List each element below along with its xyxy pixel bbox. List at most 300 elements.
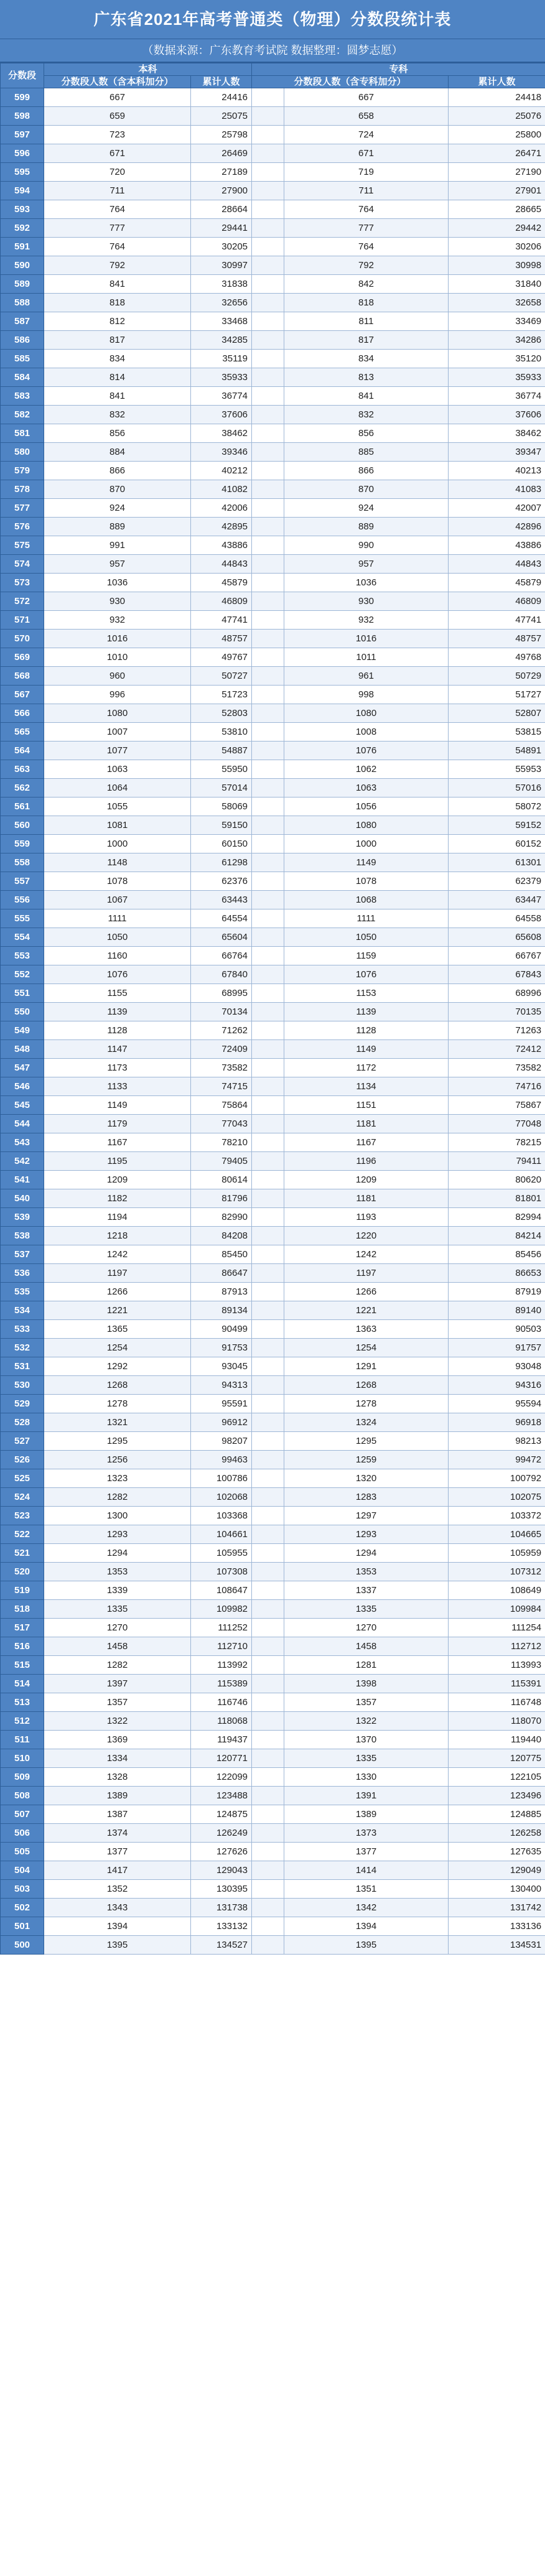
spacer-cell <box>252 1115 284 1133</box>
zhuanke-cumulative-cell: 32658 <box>449 294 545 312</box>
table-row <box>1 1040 545 1059</box>
zhuanke-count-cell: 764 <box>284 238 449 256</box>
spacer-cell <box>252 275 284 294</box>
table-row <box>1 331 545 350</box>
table-row <box>1 107 545 126</box>
table-row <box>1 480 545 499</box>
spacer-cell <box>252 312 284 331</box>
score-cell: 584 <box>1 368 44 387</box>
table-row <box>1 1283 545 1301</box>
zhuanke-cumulative-cell: 62379 <box>449 872 545 891</box>
score-cell: 503 <box>1 1880 44 1899</box>
spacer-cell <box>252 1395 284 1413</box>
spacer-cell <box>252 1357 284 1376</box>
zhuanke-count-cell: 711 <box>284 182 449 200</box>
header-group-benke: 本科 <box>44 63 252 76</box>
spacer-cell <box>252 704 284 723</box>
benke-count-cell: 884 <box>44 443 191 462</box>
zhuanke-cumulative-cell: 44843 <box>449 555 545 574</box>
score-cell: 533 <box>1 1320 44 1339</box>
zhuanke-cumulative-cell: 127635 <box>449 1843 545 1861</box>
score-cell: 519 <box>1 1581 44 1600</box>
table-row <box>1 1115 545 1133</box>
spacer-cell <box>252 965 284 984</box>
table-subtitle: （数据来源：广东教育考试院 数据整理：圆梦志愿） <box>0 39 545 63</box>
zhuanke-count-cell: 1134 <box>284 1077 449 1096</box>
benke-count-cell: 924 <box>44 499 191 518</box>
score-cell: 512 <box>1 1712 44 1731</box>
table-row <box>1 1264 545 1283</box>
zhuanke-count-cell: 1153 <box>284 984 449 1003</box>
benke-count-cell: 1000 <box>44 835 191 853</box>
benke-cumulative-cell: 29441 <box>191 219 252 238</box>
spacer-cell <box>252 238 284 256</box>
header-group-zhuanke: 专科 <box>252 63 545 76</box>
score-cell: 567 <box>1 686 44 704</box>
table-row <box>1 294 545 312</box>
table-row <box>1 1152 545 1171</box>
benke-count-cell: 1282 <box>44 1656 191 1675</box>
spacer-cell <box>252 1283 284 1301</box>
header-benke-count: 分数段人数（含本科加分） <box>44 76 191 88</box>
benke-count-cell: 1292 <box>44 1357 191 1376</box>
table-row <box>1 1525 545 1544</box>
benke-count-cell: 1322 <box>44 1712 191 1731</box>
score-cell: 558 <box>1 853 44 872</box>
benke-cumulative-cell: 27189 <box>191 163 252 182</box>
zhuanke-cumulative-cell: 46809 <box>449 592 545 611</box>
score-cell: 517 <box>1 1619 44 1637</box>
zhuanke-cumulative-cell: 79411 <box>449 1152 545 1171</box>
table-row <box>1 1899 545 1917</box>
zhuanke-count-cell: 1373 <box>284 1824 449 1843</box>
table-row <box>1 1208 545 1227</box>
score-cell: 551 <box>1 984 44 1003</box>
benke-cumulative-cell: 122099 <box>191 1768 252 1787</box>
benke-cumulative-cell: 53810 <box>191 723 252 742</box>
zhuanke-cumulative-cell: 105959 <box>449 1544 545 1563</box>
zhuanke-cumulative-cell: 61301 <box>449 853 545 872</box>
zhuanke-cumulative-cell: 73582 <box>449 1059 545 1077</box>
spacer-cell <box>252 1227 284 1245</box>
zhuanke-cumulative-cell: 45879 <box>449 574 545 592</box>
score-cell: 596 <box>1 144 44 163</box>
benke-count-cell: 991 <box>44 536 191 555</box>
spacer-cell <box>252 443 284 462</box>
benke-cumulative-cell: 118068 <box>191 1712 252 1731</box>
benke-count-cell: 1077 <box>44 742 191 760</box>
benke-count-cell: 671 <box>44 144 191 163</box>
zhuanke-cumulative-cell: 63447 <box>449 891 545 909</box>
zhuanke-cumulative-cell: 70135 <box>449 1003 545 1021</box>
table-row <box>1 797 545 816</box>
zhuanke-cumulative-cell: 49768 <box>449 648 545 667</box>
score-cell: 589 <box>1 275 44 294</box>
spacer-cell <box>252 1861 284 1880</box>
zhuanke-count-cell: 1080 <box>284 816 449 835</box>
benke-cumulative-cell: 120771 <box>191 1749 252 1768</box>
zhuanke-count-cell: 658 <box>284 107 449 126</box>
benke-cumulative-cell: 91753 <box>191 1339 252 1357</box>
table-row <box>1 275 545 294</box>
benke-count-cell: 1016 <box>44 630 191 648</box>
zhuanke-cumulative-cell: 75867 <box>449 1096 545 1115</box>
benke-cumulative-cell: 31838 <box>191 275 252 294</box>
spacer-cell <box>252 1936 284 1955</box>
zhuanke-count-cell: 1036 <box>284 574 449 592</box>
benke-cumulative-cell: 51723 <box>191 686 252 704</box>
score-cell: 557 <box>1 872 44 891</box>
benke-cumulative-cell: 134527 <box>191 1936 252 1955</box>
table-row <box>1 424 545 443</box>
benke-cumulative-cell: 131738 <box>191 1899 252 1917</box>
benke-cumulative-cell: 129043 <box>191 1861 252 1880</box>
table-row <box>1 1675 545 1693</box>
zhuanke-count-cell: 1181 <box>284 1189 449 1208</box>
score-cell: 553 <box>1 947 44 965</box>
table-body <box>1 88 545 1955</box>
spacer-cell <box>252 835 284 853</box>
score-cell: 590 <box>1 256 44 275</box>
zhuanke-cumulative-cell: 31840 <box>449 275 545 294</box>
table-row <box>1 891 545 909</box>
zhuanke-count-cell: 1080 <box>284 704 449 723</box>
zhuanke-count-cell: 813 <box>284 368 449 387</box>
score-cell: 586 <box>1 331 44 350</box>
benke-count-cell: 1374 <box>44 1824 191 1843</box>
score-cell: 546 <box>1 1077 44 1096</box>
table-row <box>1 1301 545 1320</box>
score-cell: 540 <box>1 1189 44 1208</box>
zhuanke-count-cell: 885 <box>284 443 449 462</box>
benke-cumulative-cell: 113992 <box>191 1656 252 1675</box>
benke-cumulative-cell: 133132 <box>191 1917 252 1936</box>
benke-cumulative-cell: 52803 <box>191 704 252 723</box>
benke-count-cell: 817 <box>44 331 191 350</box>
spacer-cell <box>252 779 284 797</box>
benke-cumulative-cell: 35119 <box>191 350 252 368</box>
score-cell: 597 <box>1 126 44 144</box>
table-title: 广东省2021年高考普通类（物理）分数段统计表 <box>0 0 545 39</box>
benke-cumulative-cell: 60150 <box>191 835 252 853</box>
spacer-cell <box>252 909 284 928</box>
score-cell: 501 <box>1 1917 44 1936</box>
zhuanke-cumulative-cell: 130400 <box>449 1880 545 1899</box>
score-cell: 587 <box>1 312 44 331</box>
benke-cumulative-cell: 37606 <box>191 406 252 424</box>
benke-count-cell: 1007 <box>44 723 191 742</box>
table-row <box>1 909 545 928</box>
table-row <box>1 965 545 984</box>
benke-count-cell: 870 <box>44 480 191 499</box>
benke-cumulative-cell: 105955 <box>191 1544 252 1563</box>
table-row <box>1 723 545 742</box>
score-cell: 560 <box>1 816 44 835</box>
score-cell: 580 <box>1 443 44 462</box>
zhuanke-cumulative-cell: 48757 <box>449 630 545 648</box>
table-row <box>1 1432 545 1451</box>
table-row <box>1 1917 545 1936</box>
zhuanke-cumulative-cell: 99472 <box>449 1451 545 1469</box>
score-cell: 502 <box>1 1899 44 1917</box>
benke-count-cell: 1148 <box>44 853 191 872</box>
zhuanke-count-cell: 1281 <box>284 1656 449 1675</box>
table-row <box>1 1787 545 1805</box>
score-cell: 535 <box>1 1283 44 1301</box>
benke-cumulative-cell: 71262 <box>191 1021 252 1040</box>
score-cell: 530 <box>1 1376 44 1395</box>
zhuanke-count-cell: 817 <box>284 331 449 350</box>
benke-count-cell: 1063 <box>44 760 191 779</box>
benke-count-cell: 764 <box>44 200 191 219</box>
zhuanke-count-cell: 1139 <box>284 1003 449 1021</box>
benke-cumulative-cell: 64554 <box>191 909 252 928</box>
zhuanke-cumulative-cell: 96918 <box>449 1413 545 1432</box>
benke-cumulative-cell: 30997 <box>191 256 252 275</box>
benke-cumulative-cell: 39346 <box>191 443 252 462</box>
zhuanke-cumulative-cell: 94316 <box>449 1376 545 1395</box>
table-row <box>1 1413 545 1432</box>
benke-count-cell: 1182 <box>44 1189 191 1208</box>
benke-count-cell: 1133 <box>44 1077 191 1096</box>
score-cell: 541 <box>1 1171 44 1189</box>
spacer-cell <box>252 760 284 779</box>
zhuanke-count-cell: 961 <box>284 667 449 686</box>
spacer-cell <box>252 480 284 499</box>
spacer-cell <box>252 1600 284 1619</box>
score-cell: 527 <box>1 1432 44 1451</box>
table-row <box>1 742 545 760</box>
zhuanke-count-cell: 1297 <box>284 1507 449 1525</box>
score-cell: 563 <box>1 760 44 779</box>
spacer-cell <box>252 1040 284 1059</box>
score-cell: 511 <box>1 1731 44 1749</box>
spacer-cell <box>252 1749 284 1768</box>
spacer-cell <box>252 1899 284 1917</box>
score-cell: 568 <box>1 667 44 686</box>
zhuanke-count-cell: 1351 <box>284 1880 449 1899</box>
zhuanke-cumulative-cell: 53815 <box>449 723 545 742</box>
benke-cumulative-cell: 70134 <box>191 1003 252 1021</box>
table-row <box>1 1581 545 1600</box>
benke-cumulative-cell: 36774 <box>191 387 252 406</box>
benke-cumulative-cell: 127626 <box>191 1843 252 1861</box>
zhuanke-cumulative-cell: 129049 <box>449 1861 545 1880</box>
benke-count-cell: 723 <box>44 126 191 144</box>
table-row <box>1 238 545 256</box>
zhuanke-count-cell: 1008 <box>284 723 449 742</box>
zhuanke-count-cell: 1149 <box>284 1040 449 1059</box>
spacer-cell <box>252 144 284 163</box>
zhuanke-count-cell: 818 <box>284 294 449 312</box>
benke-count-cell: 814 <box>44 368 191 387</box>
zhuanke-cumulative-cell: 47741 <box>449 611 545 630</box>
table-row <box>1 1320 545 1339</box>
benke-count-cell: 1389 <box>44 1787 191 1805</box>
score-cell: 521 <box>1 1544 44 1563</box>
spacer-cell <box>252 723 284 742</box>
table-row <box>1 984 545 1003</box>
score-cell: 544 <box>1 1115 44 1133</box>
zhuanke-cumulative-cell: 68996 <box>449 984 545 1003</box>
benke-cumulative-cell: 46809 <box>191 592 252 611</box>
benke-count-cell: 1387 <box>44 1805 191 1824</box>
zhuanke-count-cell: 1078 <box>284 872 449 891</box>
benke-count-cell: 1218 <box>44 1227 191 1245</box>
zhuanke-count-cell: 1335 <box>284 1600 449 1619</box>
zhuanke-count-cell: 1395 <box>284 1936 449 1955</box>
spacer-cell <box>252 667 284 686</box>
zhuanke-count-cell: 1063 <box>284 779 449 797</box>
score-cell: 598 <box>1 107 44 126</box>
score-cell: 575 <box>1 536 44 555</box>
table-row <box>1 1059 545 1077</box>
table-row <box>1 1712 545 1731</box>
benke-cumulative-cell: 68995 <box>191 984 252 1003</box>
score-cell: 532 <box>1 1339 44 1357</box>
header-score: 分数段 <box>1 63 44 88</box>
table-row <box>1 835 545 853</box>
benke-cumulative-cell: 66764 <box>191 947 252 965</box>
spacer-cell <box>252 462 284 480</box>
table-row <box>1 1824 545 1843</box>
table-row <box>1 1880 545 1899</box>
score-cell: 515 <box>1 1656 44 1675</box>
benke-count-cell: 930 <box>44 592 191 611</box>
benke-count-cell: 832 <box>44 406 191 424</box>
zhuanke-cumulative-cell: 35120 <box>449 350 545 368</box>
benke-count-cell: 1328 <box>44 1768 191 1787</box>
spacer-cell <box>252 387 284 406</box>
benke-cumulative-cell: 54887 <box>191 742 252 760</box>
table-row <box>1 126 545 144</box>
score-cell: 582 <box>1 406 44 424</box>
zhuanke-count-cell: 842 <box>284 275 449 294</box>
benke-cumulative-cell: 25798 <box>191 126 252 144</box>
spacer-cell <box>252 1824 284 1843</box>
benke-count-cell: 1266 <box>44 1283 191 1301</box>
score-cell: 574 <box>1 555 44 574</box>
table-row <box>1 947 545 965</box>
zhuanke-cumulative-cell: 107312 <box>449 1563 545 1581</box>
table-row <box>1 256 545 275</box>
zhuanke-count-cell: 1389 <box>284 1805 449 1824</box>
spacer-cell <box>252 107 284 126</box>
benke-count-cell: 1076 <box>44 965 191 984</box>
spacer-cell <box>252 1021 284 1040</box>
benke-cumulative-cell: 50727 <box>191 667 252 686</box>
score-cell: 550 <box>1 1003 44 1021</box>
zhuanke-cumulative-cell: 131742 <box>449 1899 545 1917</box>
score-cell: 528 <box>1 1413 44 1432</box>
zhuanke-count-cell: 998 <box>284 686 449 704</box>
benke-cumulative-cell: 32656 <box>191 294 252 312</box>
benke-cumulative-cell: 77043 <box>191 1115 252 1133</box>
spacer-cell <box>252 350 284 368</box>
spacer-cell <box>252 853 284 872</box>
spacer-cell <box>252 648 284 667</box>
spacer-cell <box>252 1245 284 1264</box>
zhuanke-cumulative-cell: 81801 <box>449 1189 545 1208</box>
table-row <box>1 648 545 667</box>
spacer-cell <box>252 294 284 312</box>
benke-cumulative-cell: 85450 <box>191 1245 252 1264</box>
benke-count-cell: 1179 <box>44 1115 191 1133</box>
score-cell: 593 <box>1 200 44 219</box>
benke-count-cell: 957 <box>44 555 191 574</box>
benke-count-cell: 1067 <box>44 891 191 909</box>
zhuanke-cumulative-cell: 84214 <box>449 1227 545 1245</box>
zhuanke-count-cell: 1159 <box>284 947 449 965</box>
spacer-cell <box>252 742 284 760</box>
spacer-cell <box>252 984 284 1003</box>
spacer-cell <box>252 1432 284 1451</box>
spacer-cell <box>252 1208 284 1227</box>
benke-count-cell: 1268 <box>44 1376 191 1395</box>
benke-cumulative-cell: 59150 <box>191 816 252 835</box>
benke-cumulative-cell: 95591 <box>191 1395 252 1413</box>
zhuanke-cumulative-cell: 71263 <box>449 1021 545 1040</box>
score-cell: 506 <box>1 1824 44 1843</box>
spacer-cell <box>252 1469 284 1488</box>
zhuanke-count-cell: 1197 <box>284 1264 449 1283</box>
benke-cumulative-cell: 80614 <box>191 1171 252 1189</box>
zhuanke-count-cell: 1330 <box>284 1768 449 1787</box>
table-row <box>1 1077 545 1096</box>
zhuanke-count-cell: 1220 <box>284 1227 449 1245</box>
spacer-cell <box>252 1264 284 1283</box>
zhuanke-count-cell: 1209 <box>284 1171 449 1189</box>
benke-count-cell: 1050 <box>44 928 191 947</box>
zhuanke-count-cell: 889 <box>284 518 449 536</box>
zhuanke-cumulative-cell: 112712 <box>449 1637 545 1656</box>
zhuanke-cumulative-cell: 111254 <box>449 1619 545 1637</box>
table-row <box>1 686 545 704</box>
zhuanke-cumulative-cell: 26471 <box>449 144 545 163</box>
score-cell: 524 <box>1 1488 44 1507</box>
benke-cumulative-cell: 82990 <box>191 1208 252 1227</box>
table-row <box>1 144 545 163</box>
benke-cumulative-cell: 96912 <box>191 1413 252 1432</box>
benke-cumulative-cell: 107308 <box>191 1563 252 1581</box>
table-row <box>1 592 545 611</box>
benke-count-cell: 1080 <box>44 704 191 723</box>
spacer-cell <box>252 1133 284 1152</box>
header-benke-cumulative: 累计人数 <box>191 76 252 88</box>
zhuanke-count-cell: 1391 <box>284 1787 449 1805</box>
benke-count-cell: 1369 <box>44 1731 191 1749</box>
zhuanke-count-cell: 1056 <box>284 797 449 816</box>
zhuanke-count-cell: 856 <box>284 424 449 443</box>
zhuanke-cumulative-cell: 30206 <box>449 238 545 256</box>
benke-cumulative-cell: 75864 <box>191 1096 252 1115</box>
table-row <box>1 1339 545 1357</box>
score-cell: 583 <box>1 387 44 406</box>
score-cell: 516 <box>1 1637 44 1656</box>
benke-count-cell: 711 <box>44 182 191 200</box>
zhuanke-cumulative-cell: 39347 <box>449 443 545 462</box>
benke-cumulative-cell: 48757 <box>191 630 252 648</box>
score-cell: 543 <box>1 1133 44 1152</box>
zhuanke-count-cell: 1293 <box>284 1525 449 1544</box>
zhuanke-count-cell: 1011 <box>284 648 449 667</box>
zhuanke-count-cell: 1414 <box>284 1861 449 1880</box>
spacer-cell <box>252 1805 284 1824</box>
benke-cumulative-cell: 126249 <box>191 1824 252 1843</box>
zhuanke-count-cell: 1196 <box>284 1152 449 1171</box>
zhuanke-cumulative-cell: 78215 <box>449 1133 545 1152</box>
benke-count-cell: 1147 <box>44 1040 191 1059</box>
